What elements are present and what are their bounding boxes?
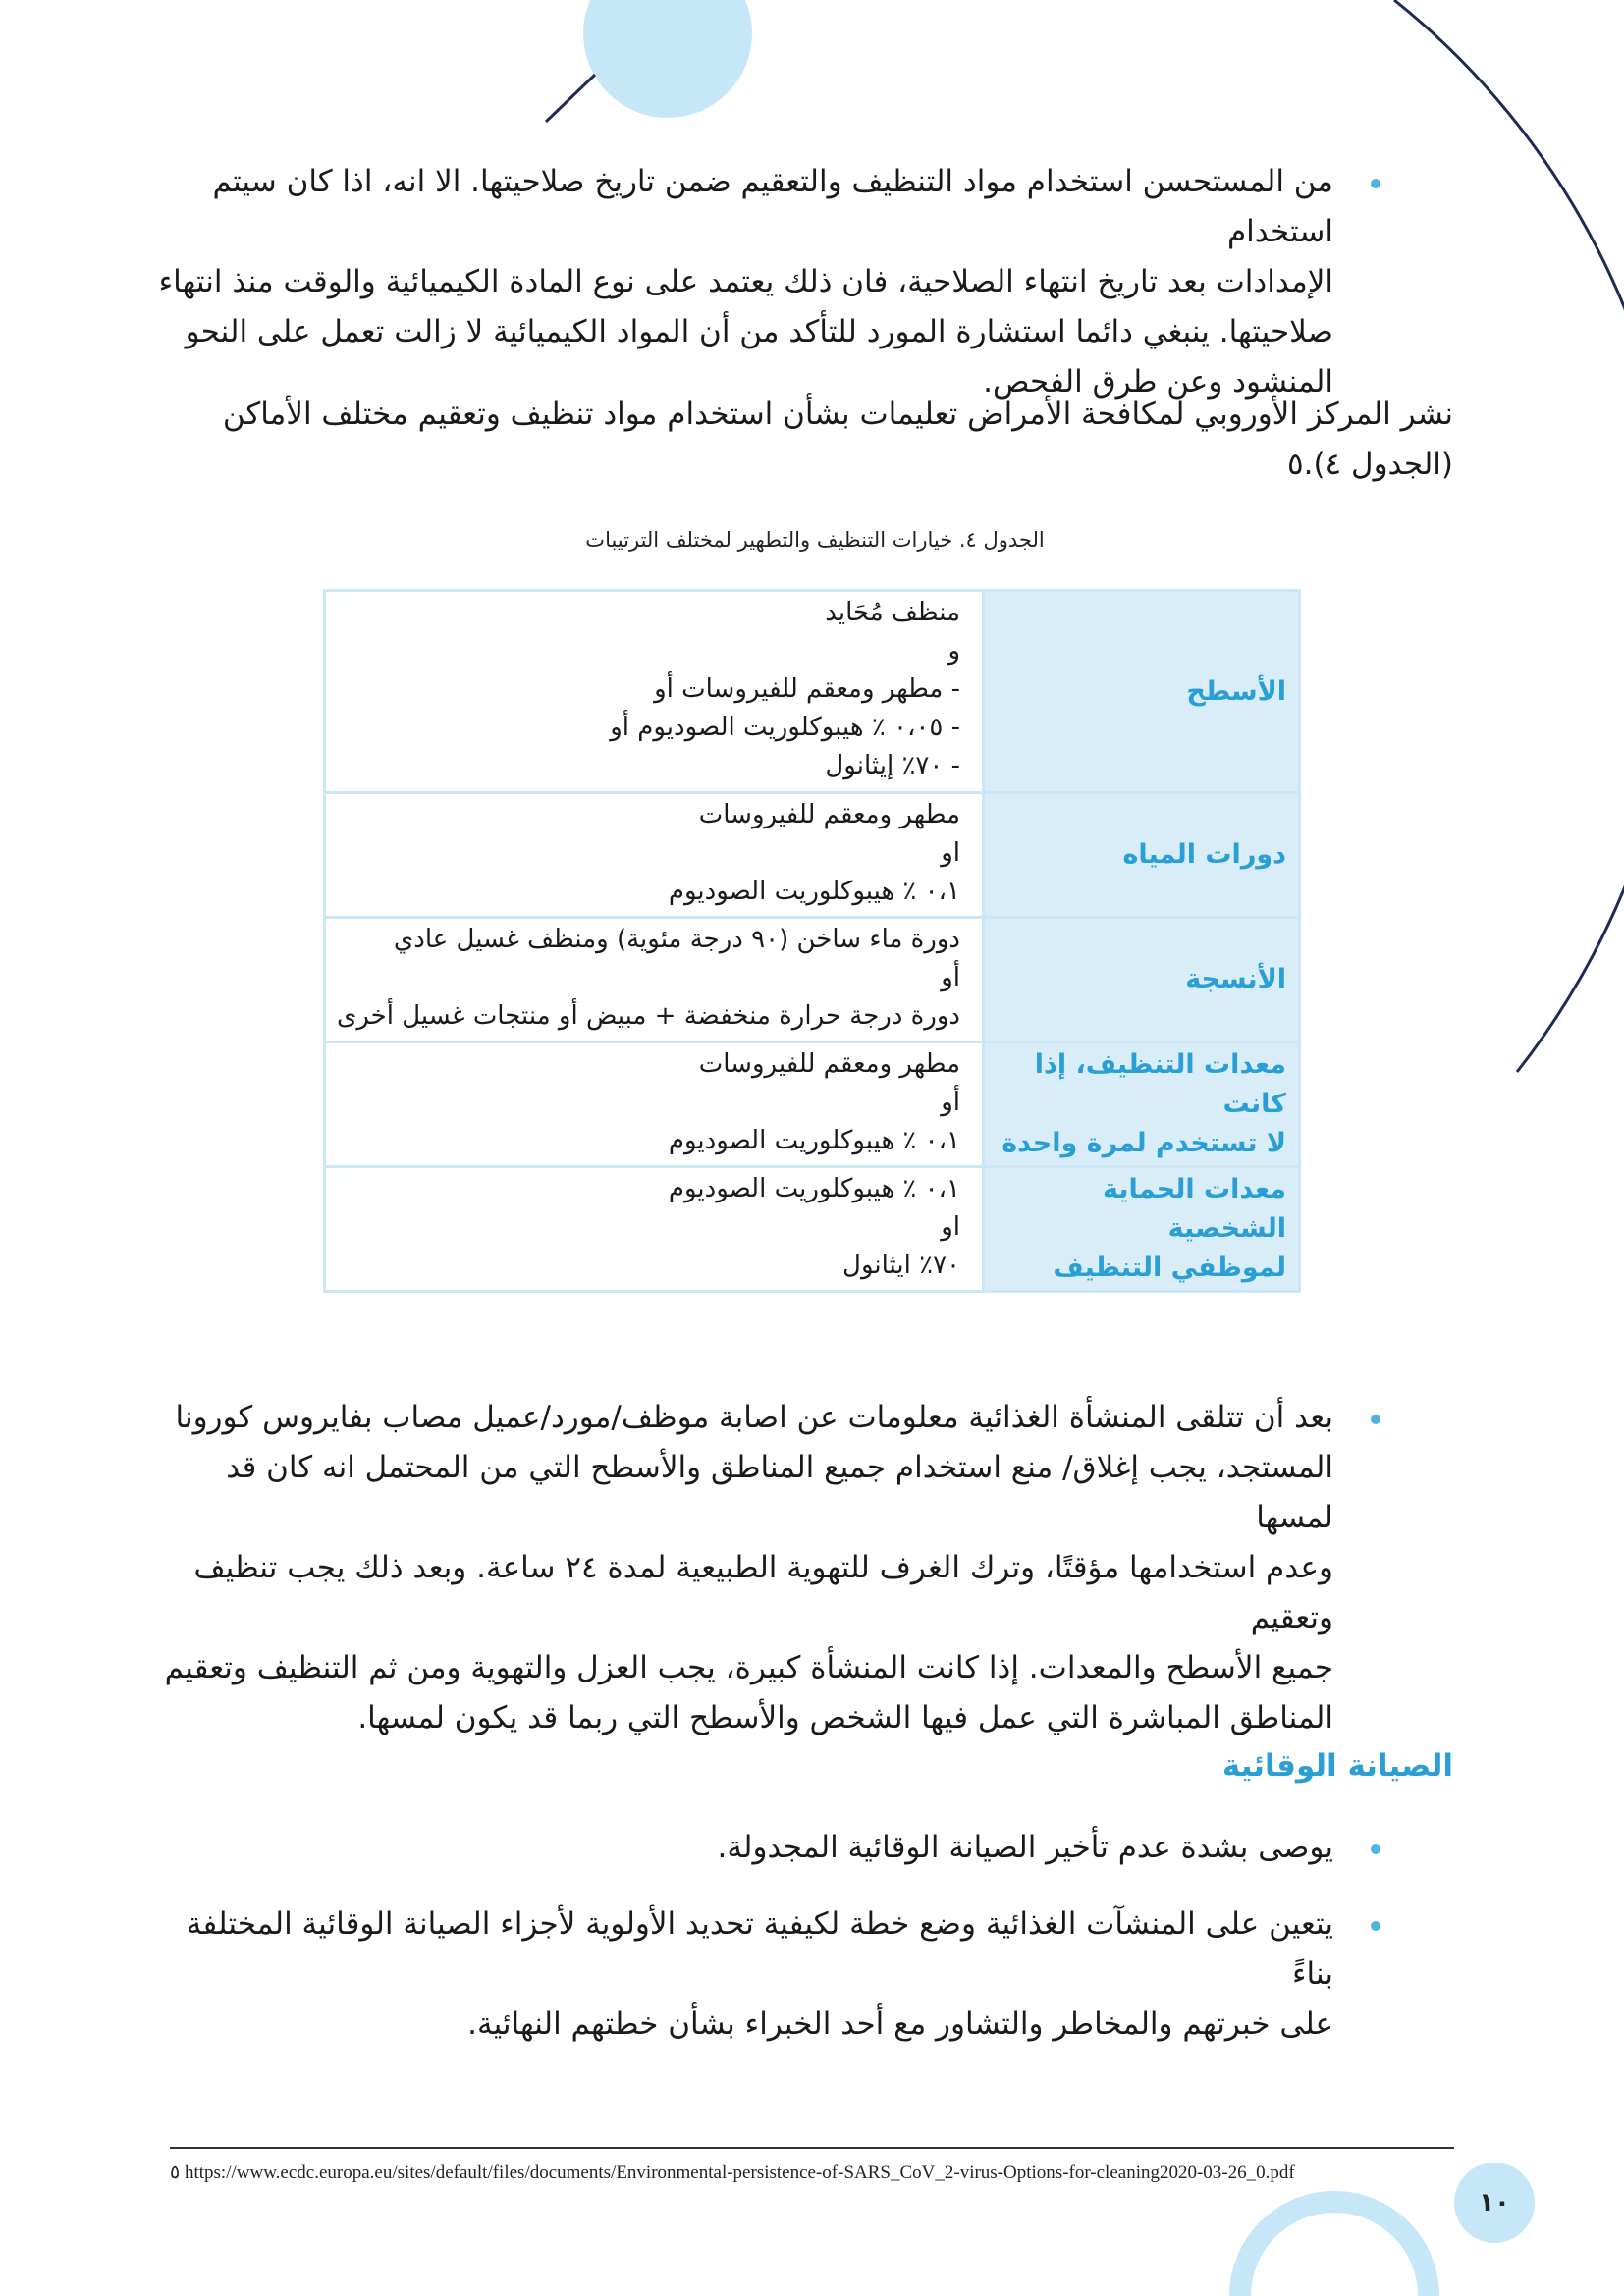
table-caption: الجدول ٤. خيارات التنظيف والتطهير لمختلف الترتيبات — [585, 528, 1045, 552]
list-item — [153, 157, 1380, 407]
row-header-text: الأنسجة — [1185, 964, 1286, 994]
footnote-url[interactable]: https://www.ecdc.europa.eu/sites/default/files/documents/Environmental-persistence-of-SARS_CoV_2-virus-Options-for-cleaning2020-03-26_0.pdf — [184, 2163, 1295, 2183]
bullet-line: المنشود وعن طرق الفحص. — [983, 364, 1333, 400]
table-row — [325, 1042, 1300, 1167]
cell-line: دورة ماء ساخن (٩٠ درجة مئوية) ومنظف غسيل عادي — [393, 925, 960, 954]
bullet-list-top — [153, 157, 1380, 407]
cell-line: منظف مُحَايد — [825, 598, 960, 627]
bullet-line: المناطق المباشرة التي عمل فيها الشخص والأسطح التي ربما قد يكون لمسها. — [357, 1700, 1333, 1735]
row-header-toilets — [984, 793, 1300, 918]
bottom-ring — [1240, 2202, 1429, 2296]
list-item — [153, 1823, 1380, 1873]
row-header-text: لا تستخدم لمرة واحدة — [1001, 1128, 1286, 1158]
paragraph-line: (الجدول ٤).٥ — [1286, 447, 1453, 482]
bullet-line: على خبرتهم والمخاطر والتشاور مع أحد الخبراء بشأن خطتهم النهائية. — [467, 2006, 1333, 2042]
cell-line: ٠،١ ٪ هيبوكلوريت الصوديوم — [668, 1126, 960, 1155]
cell-line: ٠،١ ٪ هيبوكلوريت الصوديوم — [668, 1174, 960, 1203]
table-row — [325, 918, 1300, 1042]
top-light-circle — [583, 0, 752, 118]
cell-line: أو — [941, 963, 960, 992]
cell-line: او — [941, 1212, 960, 1242]
bullet-dot-icon — [1371, 179, 1380, 188]
section-title: الصيانة الوقائية — [1221, 1748, 1453, 1784]
cell-line: أو — [941, 1088, 960, 1117]
row-header-surfaces — [984, 591, 1300, 793]
cell-line: - ٠،٠٥ ٪ هيبوكلوريت الصوديوم أو — [610, 713, 960, 742]
bullet-dot-icon — [1371, 1844, 1380, 1854]
bullet-list-section — [153, 1823, 1380, 1873]
list-item — [153, 1393, 1380, 1743]
paragraph-line: نشر المركز الأوروبي لمكافحة الأمراض تعليمات بشأن استخدام مواد تنظيف وتعقيم مختلف الأماكن — [222, 397, 1453, 432]
footnote — [170, 2162, 1295, 2184]
intro-paragraph — [177, 390, 1453, 490]
list-item — [153, 1899, 1380, 2050]
row-header-text: لموظفي التنظيف — [1053, 1253, 1286, 1283]
footnote-marker: ٥ — [170, 2163, 181, 2183]
bullet-dot-icon — [1371, 1415, 1380, 1424]
bullet-line: الإمدادات بعد تاريخ انتهاء الصلاحية، فان ذلك يعتمد على نوع المادة الكيميائية والوقت منذ انتهاء — [158, 264, 1333, 299]
top-short-arc — [546, 75, 595, 122]
table-row — [325, 793, 1300, 918]
row-header-text: معدات الحماية الشخصية — [1103, 1174, 1286, 1244]
row-header-cleaning-equipment — [984, 1042, 1300, 1167]
row-header-text: معدات التنظيف، إذا كانت — [1034, 1049, 1286, 1119]
bullet-line: من المستحسن استخدام مواد التنظيف والتعقيم ضمن تاريخ صلاحيتها. الا انه، اذا كان سيتم استخدام — [212, 164, 1333, 249]
bullet-line: بعد أن تتلقى المنشأة الغذائية معلومات عن اصابة موظف/مورد/عميل مصاب بفايروس كورونا — [175, 1400, 1333, 1435]
row-content — [325, 1167, 984, 1292]
row-header-textiles — [984, 918, 1300, 1042]
cell-line: و — [947, 636, 960, 666]
row-header-text: دورات المياه — [1122, 839, 1286, 870]
bullet-line: المستجد، يجب إغلاق/ منع استخدام جميع المناطق والأسطح التي من المحتمل انه كان قد لمسها — [226, 1450, 1333, 1535]
bullet-line: صلاحيتها. ينبغي دائما استشارة المورد للتأكد من أن المواد الكيميائية لا زالت تعمل على النحو — [185, 314, 1333, 349]
cell-line: دورة درجة حرارة منخفضة + مبيض أو منتجات غسيل أخرى — [336, 1001, 960, 1031]
cell-line: ٧٠٪ ايثانول — [842, 1251, 960, 1280]
footnote-divider — [170, 2147, 1454, 2149]
row-content — [325, 918, 984, 1042]
bullet-line: يتعين على المنشآت الغذائية وضع خطة لكيفية تحديد الأولوية لأجزاء الصيانة الوقائية المختلفة بناءً — [186, 1906, 1333, 1992]
bullet-dot-icon — [1371, 1921, 1380, 1931]
cell-line: - مطهر ومعقم للفيروسات أو — [654, 674, 960, 704]
row-header-ppe — [984, 1167, 1300, 1292]
cell-line: او — [941, 838, 960, 868]
bullet-line: وعدم استخدامها مؤقتًا، وترك الغرف للتهوية الطبيعية لمدة ٢٤ ساعة. وبعد ذلك يجب تنظيف وتعقيم — [193, 1550, 1333, 1635]
bullet-list-section-2 — [153, 1899, 1380, 2050]
bullet-list-middle — [153, 1393, 1380, 1743]
cleaning-options-table — [323, 589, 1301, 1293]
row-header-text: الأسطح — [1186, 675, 1286, 707]
bullet-line: يوصى بشدة عدم تأخير الصيانة الوقائية المجدولة. — [717, 1830, 1333, 1865]
cell-line: مطهر ومعقم للفيروسات — [698, 800, 960, 829]
page-number: ١٠ — [1454, 2163, 1535, 2243]
cell-line: - ٧٠٪ إيثانول — [825, 751, 960, 780]
cell-line: مطهر ومعقم للفيروسات — [698, 1049, 960, 1079]
bullet-line: جميع الأسطح والمعدات. إذا كانت المنشأة كبيرة، يجب العزل والتهوية ومن ثم التنظيف وتعقيم — [164, 1650, 1333, 1685]
row-content — [325, 793, 984, 918]
row-content — [325, 1042, 984, 1167]
right-large-arc — [1394, 0, 1624, 1072]
table-row — [325, 1167, 1300, 1292]
row-content — [325, 591, 984, 793]
table-row — [325, 591, 1300, 793]
cell-line: ٠،١ ٪ هيبوكلوريت الصوديوم — [668, 877, 960, 906]
